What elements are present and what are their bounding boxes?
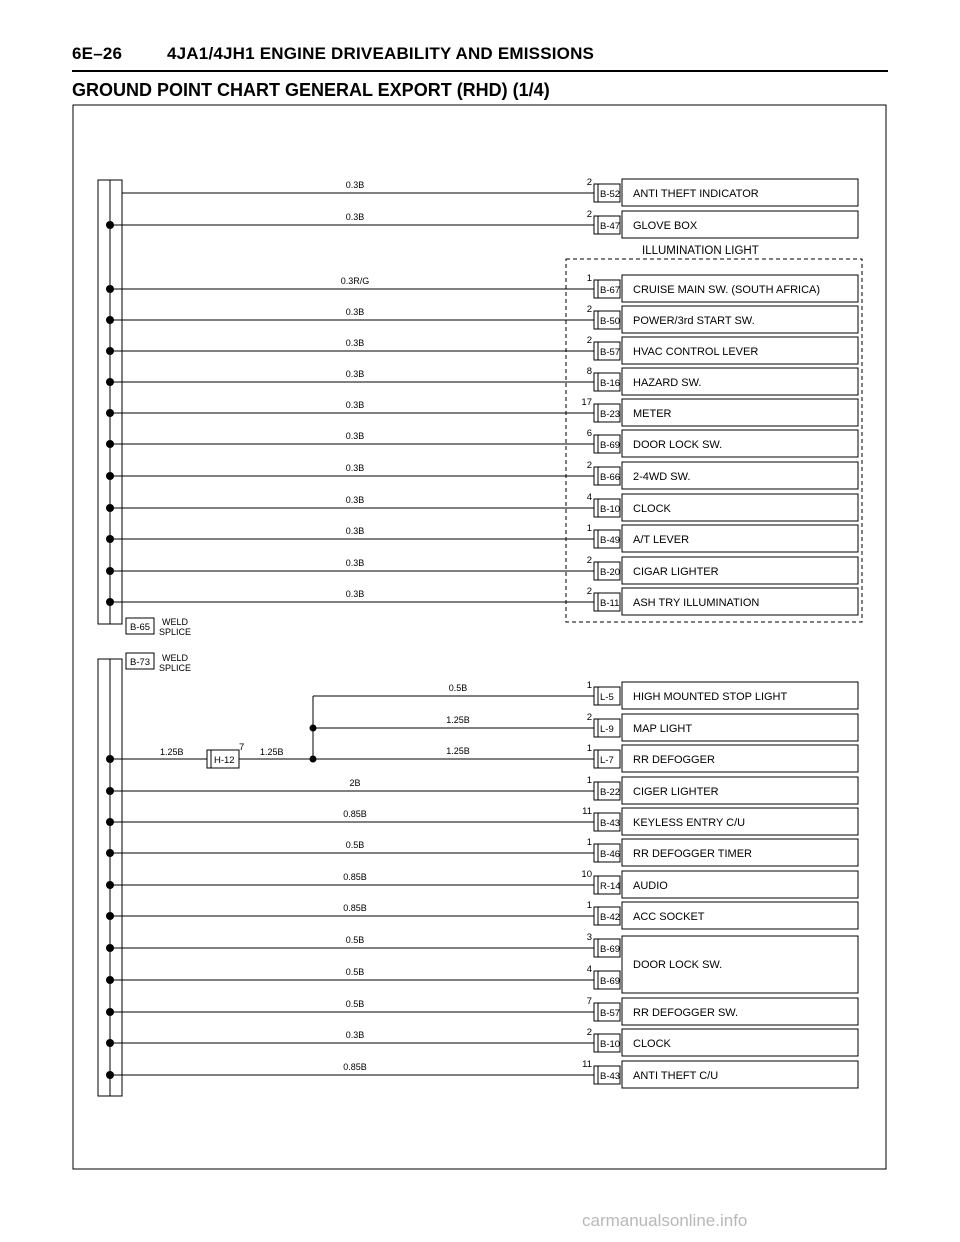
pin-number: 2 [586,177,592,188]
splice-code: B-65 [130,622,151,633]
wire-spec: 0.3B [345,338,365,348]
pin-number: 2 [586,209,592,220]
page-code: 6E–26 [72,44,123,63]
wire-spec: 1.25B [160,747,184,757]
ground-point [106,535,114,543]
connector-code: B-23 [600,409,621,420]
connector-code: B-16 [600,378,621,389]
pin-number: 4 [586,492,592,503]
section-title: 4JA1/4JH1 ENGINE DRIVEABILITY AND EMISSIONS [167,44,595,63]
connector-code: B-22 [600,787,621,798]
splice-label: WELD [162,617,189,627]
connector-code: B-67 [600,285,621,296]
wire-spec: 0.5B [345,935,365,945]
wire-spec: 0.5B [345,840,365,850]
splice-label: SPLICE [159,627,192,637]
joint-pin: 7 [239,742,245,753]
pin-number: 11 [582,806,592,817]
ground-point [106,347,114,355]
pin-number: 17 [581,397,592,408]
connector-code: B-10 [600,1039,621,1050]
component-label: 2-4WD SW. [633,471,691,483]
component-label: KEYLESS ENTRY C/U [633,817,746,829]
component-label: AUDIO [633,880,668,892]
connector-code: B-43 [600,818,621,829]
connector-code: L-9 [600,724,614,735]
ground-point [106,1071,114,1079]
component-label: GLOVE BOX [633,220,698,232]
component-label: CIGAR LIGHTER [633,566,719,578]
wire-spec: 0.3B [345,495,365,505]
component-label: RR DEFOGGER TIMER [633,848,752,860]
ground-point [106,944,114,952]
connector-code: B-69 [600,944,621,955]
wire-spec: 0.3B [345,431,365,441]
component-label: DOOR LOCK SW. [633,439,723,451]
wire-spec: 0.5B [345,999,365,1009]
component-label: ANTI THEFT INDICATOR [633,188,759,200]
ground-point [106,818,114,826]
splice-label: SPLICE [159,663,192,673]
connector-code: B-47 [600,221,621,232]
connector-code: B-42 [600,912,621,923]
pin-number: 2 [586,304,592,315]
pin-number: 8 [586,366,592,377]
component-label: A/T LEVER [633,534,690,546]
connector-code: B-11 [600,598,620,609]
splice-label: WELD [162,653,189,663]
connector-code: B-10 [600,504,621,515]
ground-point [106,316,114,324]
connector-code: B-69 [600,976,621,987]
connector-code: L-7 [600,755,614,766]
pin-number: 4 [586,964,592,975]
component-label: CLOCK [633,1038,671,1050]
component-label: DOOR LOCK SW. [633,959,723,971]
component-label: CLOCK [633,503,671,515]
connector-code: B-57 [600,1008,621,1019]
wire-spec: 0.3B [345,180,365,190]
pin-number: 1 [586,523,592,534]
pin-number: 11 [582,1059,592,1070]
wire-spec: 0.3B [345,558,365,568]
illumination-light-label: ILLUMINATION LIGHT [642,245,759,257]
ground-point [106,976,114,984]
pin-number: 7 [586,996,592,1007]
wire-spec: 0.3R/G [340,276,370,286]
ground-point [106,472,114,480]
component-label: ASH TRY ILLUMINATION [633,597,760,609]
pin-number: 2 [586,712,592,723]
wire-spec: 0.3B [345,463,365,473]
pin-number: 3 [586,932,592,943]
wire-spec: 0.3B [345,369,365,379]
pin-number: 1 [586,680,592,691]
wire-spec: 0.85B [343,809,367,819]
component-label: ACC SOCKET [633,911,705,923]
connector-code: R-14 [600,881,621,892]
ground-point [106,1039,114,1047]
component-label: RR DEFOGGER [633,754,715,766]
connector-code: B-20 [600,567,621,578]
ground-point [106,285,114,293]
pin-number: 6 [586,428,592,439]
pin-number: 1 [586,900,592,911]
joint-code: H-12 [214,755,235,766]
pin-number: 10 [581,869,592,880]
pin-number: 1 [586,743,592,754]
ground-point [106,221,114,229]
component-label: MAP LIGHT [633,723,693,735]
ground-point [106,504,114,512]
connector-code: B-52 [600,189,621,200]
ground-point [106,440,114,448]
pin-number: 1 [586,273,592,284]
component-label: HIGH MOUNTED STOP LIGHT [633,691,788,703]
connector-code: B-66 [600,472,621,483]
ground-point [106,378,114,386]
wire-spec: 0.3B [345,307,365,317]
ground-point [106,409,114,417]
ground-point [106,881,114,889]
wire-spec: 0.3B [345,526,365,536]
component-label: HAZARD SW. [633,377,702,389]
connector-code: B-57 [600,347,621,358]
component-label: ANTI THEFT C/U [633,1070,719,1082]
connector-code: B-43 [600,1071,621,1082]
wire-spec: 0.5B [448,683,468,693]
wire-spec: 0.85B [343,903,367,913]
wire-spec: 0.3B [345,1030,365,1040]
ground-point [106,849,114,857]
pin-number: 2 [586,460,592,471]
pin-number: 2 [586,555,592,566]
pin-number: 2 [586,335,592,346]
wire-spec: 2B [349,778,361,788]
connector-code: B-50 [600,316,621,327]
ground-point [106,567,114,575]
component-label: CIGER LIGHTER [633,786,719,798]
wire-spec: 0.85B [343,872,367,882]
connector-code: B-49 [600,535,621,546]
connector-code: B-46 [600,849,621,860]
component-label: METER [633,408,672,420]
component-label: POWER/3rd START SW. [633,315,755,327]
ground-point [106,1008,114,1016]
wire-spec: 1.25B [446,715,470,725]
component-label: CRUISE MAIN SW. (SOUTH AFRICA) [633,284,821,296]
watermark: carmanualsonline.info [582,1211,748,1230]
wire-spec: 0.5B [345,967,365,977]
wire-spec: 0.3B [345,400,365,410]
wire-spec: 0.85B [343,1062,367,1072]
pin-number: 1 [586,775,592,786]
wire-spec: 1.25B [260,747,284,757]
pin-number: 1 [586,837,592,848]
component-label: RR DEFOGGER SW. [633,1007,739,1019]
connector-code: L-5 [600,692,614,703]
wire-spec: 0.3B [345,589,365,599]
ground-point [106,912,114,920]
wire-spec: 0.3B [345,212,365,222]
connector-code: B-69 [600,440,621,451]
component-label: HVAC CONTROL LEVER [633,346,759,358]
ground-point [106,598,114,606]
splice-code: B-73 [130,657,151,668]
ground-point [106,787,114,795]
page-title: GROUND POINT CHART GENERAL EXPORT (RHD) (1/4) [72,80,550,100]
pin-number: 2 [586,586,592,597]
wire-spec: 1.25B [446,746,470,756]
pin-number: 2 [586,1027,592,1038]
